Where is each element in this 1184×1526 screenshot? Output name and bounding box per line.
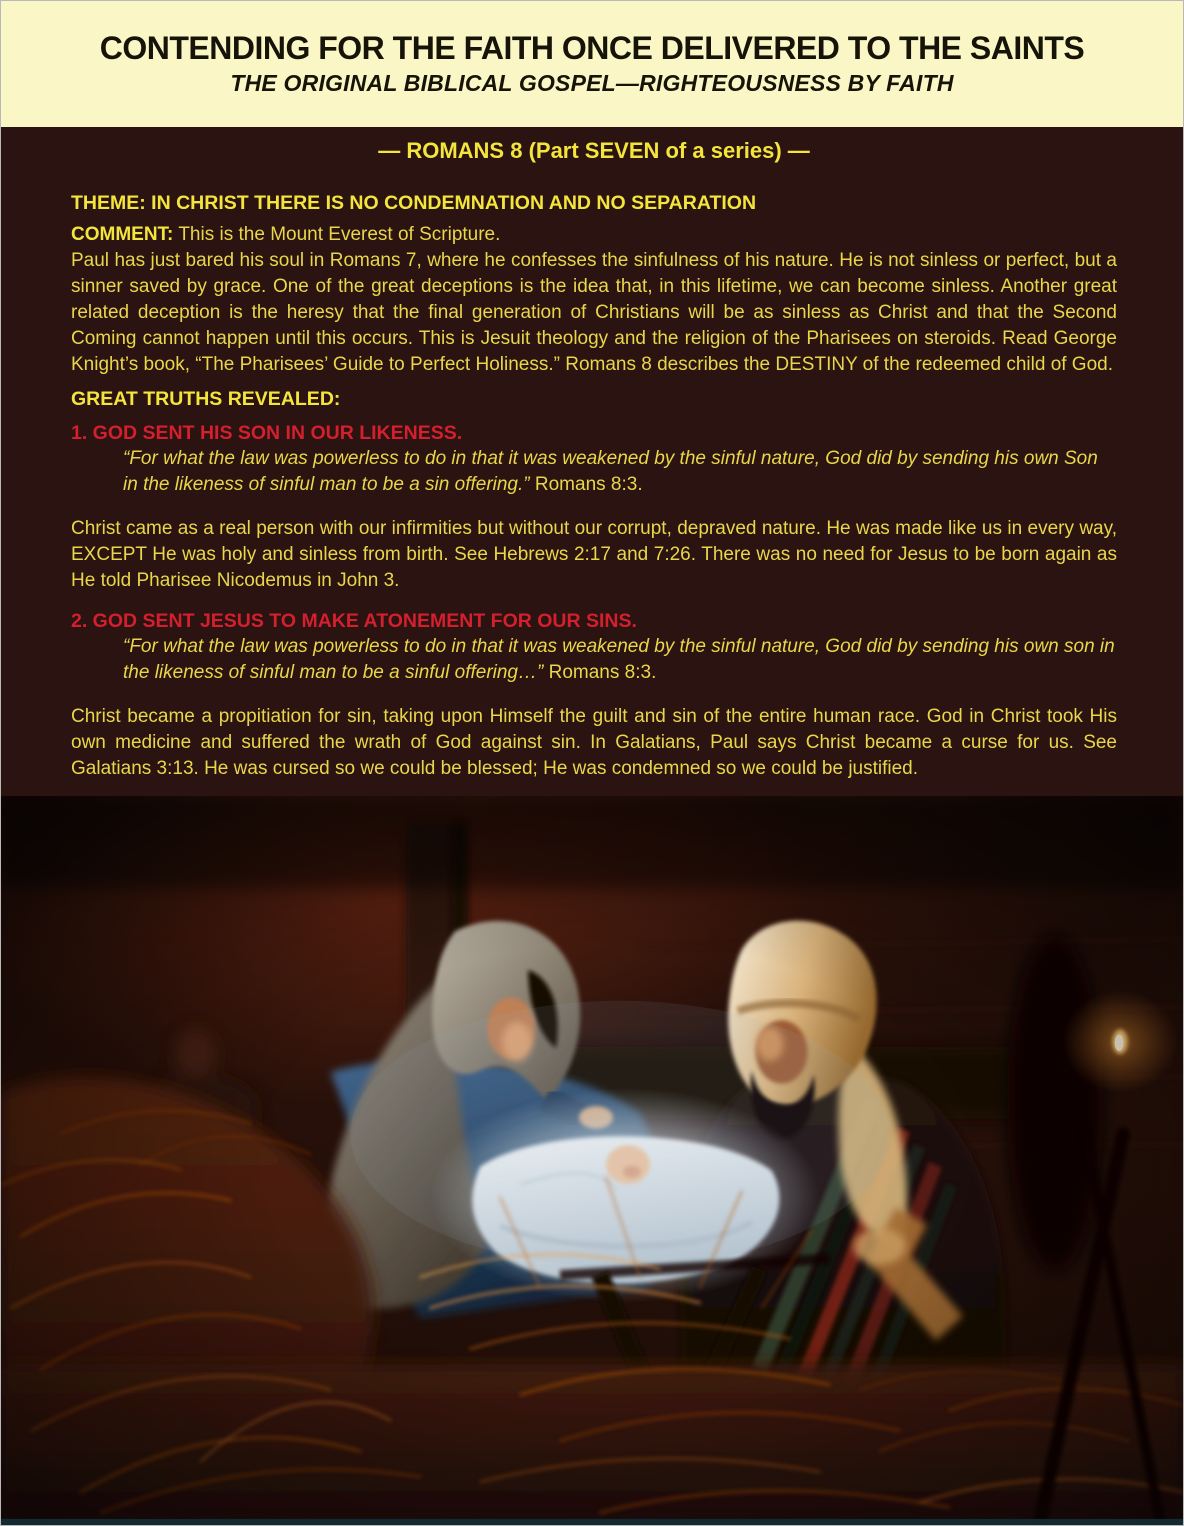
series-heading: — ROMANS 8 (Part SEVEN of a series) —: [378, 138, 810, 163]
quote-text: “For what the law was powerless to do in that it was weakened by the sinful nature, God did by sending his own son in the likeness of sinful man to be a sinful offering…”: [123, 636, 1115, 683]
section-1-heading: 1. GOD SENT HIS SON IN OUR LIKENESS.: [71, 422, 463, 444]
article-content: [1, 127, 1183, 1525]
nativity-scene-illustration: [1, 796, 1183, 1525]
nativity-photo: [1, 796, 1183, 1525]
comment-body: Paul has just bared his soul in Romans 7, where he confesses the sinfulness of his nature. He is not sinless or perfect, but a sinner saved by grace. One of the great deceptions is the idea that, in this lifetime, we can become sinless. Another great related deception is the heresy that the final generation of Christians will be as sinless as Christ and that the Second Coming cannot happen until this occurs. This is Jesuit theology and the religion of the Pharisees on steroids. Read George Knight’s book, “The Pharisees’ Guide to Perfect Holiness.” Romans 8 describes the DESTINY of the redeemed child of God.: [71, 250, 1117, 375]
comment-label: COMMENT:: [71, 224, 174, 245]
section-1-quote: [71, 446, 1117, 498]
section-1-body: Christ came as a real person with our infirmities but without our corrupt, depraved nature. He was made like us in every way, EXCEPT He was holy and sinless from birth. See Hebrews 2:17 and 7:26. There was no need for Jesus to be born again as He told Pharisee Nicodemus in John 3.: [71, 518, 1117, 591]
quote-text: “For what the law was powerless to do in that it was weakened by the sinful nature, God did by sending his own Son in the likeness of sinful man to be a sin offering.”: [123, 448, 1098, 495]
article-text-block: [1, 127, 1183, 796]
great-truths-label: GREAT TRUTHS REVEALED:: [71, 388, 341, 410]
masthead-title: CONTENDING FOR THE FAITH ONCE DELIVERED TO THE SAINTS: [99, 30, 1085, 67]
masthead-subtitle: THE ORIGINAL BIBLICAL GOSPEL—RIGHTEOUSNESS BY FAITH: [230, 69, 954, 96]
section-2-body: Christ became a propitiation for sin, taking upon Himself the guilt and sin of the entire human race. God in Christ took His own medicine and suffered the wrath of God against sin. In Galatians, Paul says Christ became a curse for us. See Galatians 3:13. He was cursed so we could be blessed; He was condemned so we could be justified.: [71, 706, 1117, 779]
quote-reference: Romans 8:3.: [534, 474, 643, 495]
masthead-banner: [1, 1, 1183, 127]
quote-reference: Romans 8:3.: [548, 662, 657, 683]
comment-paragraph: [71, 222, 1117, 378]
comment-intro: This is the Mount Everest of Scripture.: [178, 224, 501, 245]
theme-line: THEME: IN CHRIST THERE IS NO CONDEMNATION AND NO SEPARATION: [71, 192, 757, 214]
section-2-heading: 2. GOD SENT JESUS TO MAKE ATONEMENT FOR OUR SINS.: [71, 610, 637, 632]
section-2-quote: [71, 634, 1117, 686]
